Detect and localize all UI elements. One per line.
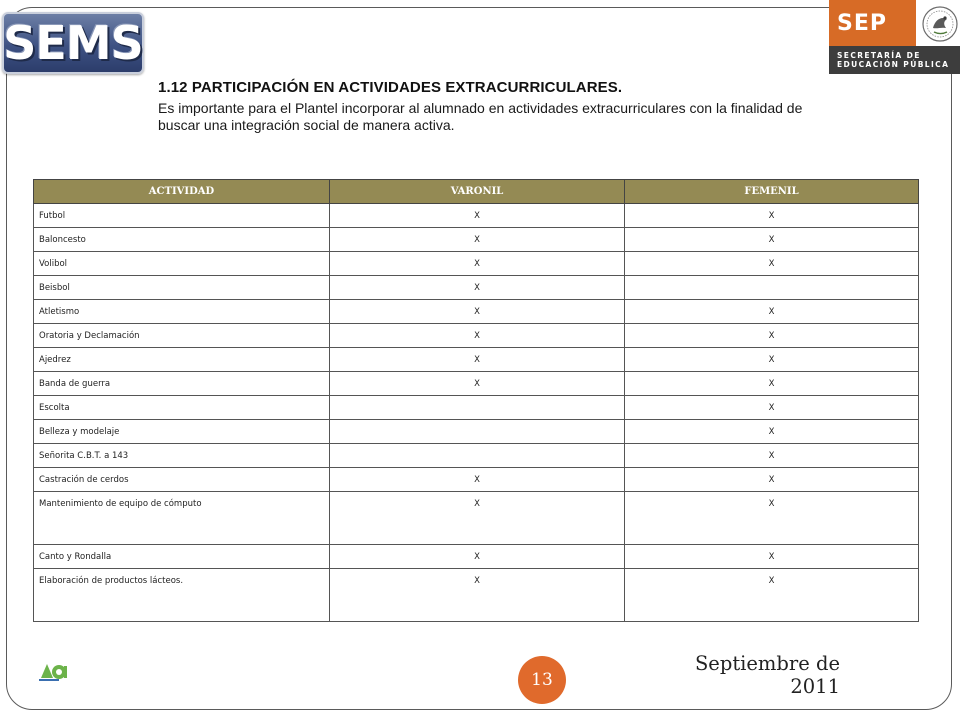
table-row	[34, 372, 919, 396]
cell-femenil: X	[625, 468, 919, 492]
sep-logo-block	[829, 0, 916, 46]
cell-actividad: Volibol	[34, 252, 330, 276]
table-row	[34, 348, 919, 372]
cell-actividad: Escolta	[34, 396, 330, 420]
cell-actividad: Ajedrez	[34, 348, 330, 372]
cell-femenil: X	[625, 204, 919, 228]
section-heading: 1.12 PARTICIPACIÓN EN ACTIVIDADES EXTRACURRICULARES.	[158, 79, 623, 96]
mexican-eagle-seal-icon	[921, 4, 959, 44]
cell-varonil	[330, 396, 625, 420]
table-row	[34, 492, 919, 545]
table-row	[34, 444, 919, 468]
cell-femenil: X	[625, 228, 919, 252]
table-row	[34, 300, 919, 324]
cell-femenil: X	[625, 420, 919, 444]
table-row	[34, 252, 919, 276]
cell-femenil: X	[625, 324, 919, 348]
cell-actividad: Canto y Rondalla	[34, 545, 330, 569]
column-header-femenil: FEMENIL	[625, 180, 919, 204]
cell-varonil	[330, 444, 625, 468]
table-row	[34, 468, 919, 492]
table-row	[34, 228, 919, 252]
cell-femenil: X	[625, 444, 919, 468]
cell-actividad: Futbol	[34, 204, 330, 228]
cell-femenil: X	[625, 252, 919, 276]
page-number-badge	[518, 656, 566, 704]
cell-varonil: X	[330, 569, 625, 622]
cell-varonil: X	[330, 545, 625, 569]
cell-varonil: X	[330, 324, 625, 348]
cell-varonil: X	[330, 468, 625, 492]
cell-varonil: X	[330, 252, 625, 276]
table-row	[34, 276, 919, 300]
footer-date: Septiembre de 2011	[694, 652, 840, 698]
cell-varonil: X	[330, 300, 625, 324]
cell-actividad: Beisbol	[34, 276, 330, 300]
table-row	[34, 420, 919, 444]
page-number: 13	[531, 670, 553, 690]
cell-actividad: Atletismo	[34, 300, 330, 324]
cell-varonil: X	[330, 204, 625, 228]
sep-logo-text: SEP	[837, 10, 887, 36]
cell-varonil: X	[330, 276, 625, 300]
cell-femenil: X	[625, 396, 919, 420]
cell-femenil: X	[625, 300, 919, 324]
cell-femenil: X	[625, 372, 919, 396]
cell-femenil: X	[625, 348, 919, 372]
section-intro: Es importante para el Plantel incorporar al alumnado en actividades extracurriculares con la finalidad de buscar una integración social de manera activa.	[158, 100, 803, 133]
cell-actividad: Señorita C.B.T. a 143	[34, 444, 330, 468]
sep-caption-line2: EDUCACIÓN PÚBLICA	[837, 60, 950, 69]
table-row	[34, 545, 919, 569]
cell-varonil: X	[330, 372, 625, 396]
cell-varonil: X	[330, 492, 625, 545]
sems-logo-text: SEMS	[3, 16, 143, 70]
dgeta-logo-icon	[37, 660, 71, 682]
cell-varonil	[330, 420, 625, 444]
sep-logo	[829, 0, 960, 74]
cell-femenil: X	[625, 492, 919, 545]
cell-actividad: Mantenimiento de equipo de cómputo	[34, 492, 330, 545]
cell-femenil: X	[625, 569, 919, 622]
sep-logo-caption	[829, 46, 960, 74]
column-header-actividad: ACTIVIDAD	[34, 180, 330, 204]
sep-caption-line1: SECRETARÍA DE	[837, 51, 921, 60]
cell-femenil: X	[625, 545, 919, 569]
activities-table	[33, 179, 919, 622]
table-header-row	[34, 180, 919, 204]
cell-actividad: Elaboración de productos lácteos.	[34, 569, 330, 622]
cell-varonil: X	[330, 228, 625, 252]
cell-actividad: Oratoria y Declamación	[34, 324, 330, 348]
table-row	[34, 569, 919, 622]
cell-varonil: X	[330, 348, 625, 372]
cell-actividad: Baloncesto	[34, 228, 330, 252]
table-row	[34, 324, 919, 348]
table-row	[34, 396, 919, 420]
cell-actividad: Banda de guerra	[34, 372, 330, 396]
cell-actividad: Belleza y modelaje	[34, 420, 330, 444]
cell-actividad: Castración de cerdos	[34, 468, 330, 492]
sems-logo	[2, 12, 144, 74]
cell-femenil	[625, 276, 919, 300]
table-row	[34, 204, 919, 228]
column-header-varonil: VARONIL	[330, 180, 625, 204]
